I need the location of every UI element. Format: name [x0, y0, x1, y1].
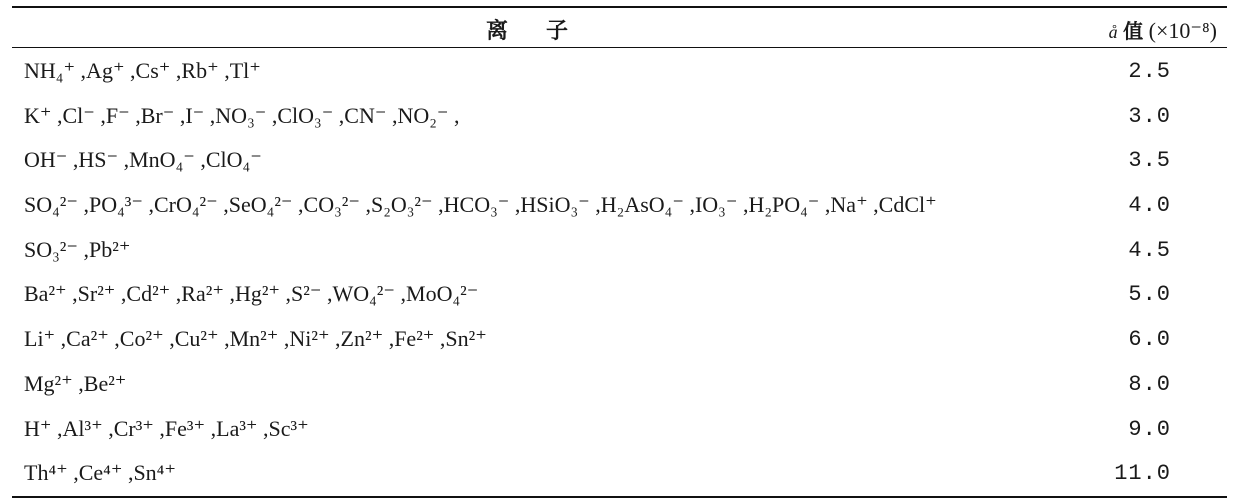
header-a-symbol: å [1108, 22, 1118, 42]
table-row [12, 138, 1227, 183]
a-value: 9.0 [1128, 416, 1171, 442]
table-row [12, 49, 1227, 94]
table-body [12, 49, 1227, 496]
a-value: 11.0 [1114, 461, 1171, 487]
ion-size-table [12, 6, 1227, 498]
ion-list: SO₃²⁻ ,Pb²⁺ [24, 236, 131, 262]
table-row [12, 451, 1227, 496]
ion-list: K⁺ ,Cl⁻ ,F⁻ ,Br⁻ ,I⁻ ,NO₃⁻ ,ClO₃⁻ ,CN⁻ ,NO₂⁻ , [24, 102, 460, 128]
table-row [12, 94, 1227, 139]
table-row [12, 272, 1227, 317]
a-value: 3.0 [1128, 103, 1171, 129]
a-value: 4.5 [1128, 237, 1171, 263]
a-value: 3.5 [1128, 148, 1171, 174]
ion-list: NH₄⁺ ,Ag⁺ ,Cs⁺ ,Rb⁺ ,Tl⁺ [24, 58, 261, 83]
table-row [12, 362, 1227, 407]
ion-list: Mg²⁺ ,Be²⁺ [24, 370, 127, 396]
table-row [12, 183, 1227, 228]
header-value-text: 值 [1123, 19, 1144, 43]
a-value: 8.0 [1128, 371, 1171, 397]
table-header [12, 8, 1227, 48]
header-ions-label: 离子 [485, 19, 606, 44]
header-value-label [1109, 15, 1217, 44]
ion-list: Th⁴⁺ ,Ce⁴⁺ ,Sn⁴⁺ [24, 460, 176, 486]
table-row [12, 407, 1227, 452]
ion-list: H⁺ ,Al³⁺ ,Cr³⁺ ,Fe³⁺ ,La³⁺ ,Sc³⁺ [24, 415, 309, 441]
ion-list: Li⁺ ,Ca²⁺ ,Co²⁺ ,Cu²⁺ ,Mn²⁺ ,Ni²⁺ ,Zn²⁺ ,Fe²⁺ ,Sn²⁺ [24, 326, 487, 352]
a-value: 2.5 [1128, 59, 1171, 84]
header-value-unit: (×10⁻⁸) [1148, 18, 1217, 43]
a-value: 4.0 [1128, 193, 1171, 219]
ion-list: Ba²⁺ ,Sr²⁺ ,Cd²⁺ ,Ra²⁺ ,Hg²⁺ ,S²⁻ ,WO₄²⁻ ,MoO₄²⁻ [24, 281, 479, 307]
table-row [12, 317, 1227, 362]
ion-list: OH⁻ ,HS⁻ ,MnO₄⁻ ,ClO₄⁻ [24, 147, 262, 173]
a-value: 5.0 [1128, 282, 1171, 308]
a-value: 6.0 [1128, 327, 1171, 353]
ion-list: SO₄²⁻ ,PO₄³⁻ ,CrO₄²⁻ ,SeO₄²⁻ ,CO₃²⁻ ,S₂O₃²⁻ ,HCO₃⁻ ,HSiO₃⁻ ,H₂AsO₄⁻ ,IO₃⁻ ,H₂PO₄⁻ ,Na⁺ ,CdCl⁺ [24, 192, 937, 218]
table-row [12, 228, 1227, 273]
